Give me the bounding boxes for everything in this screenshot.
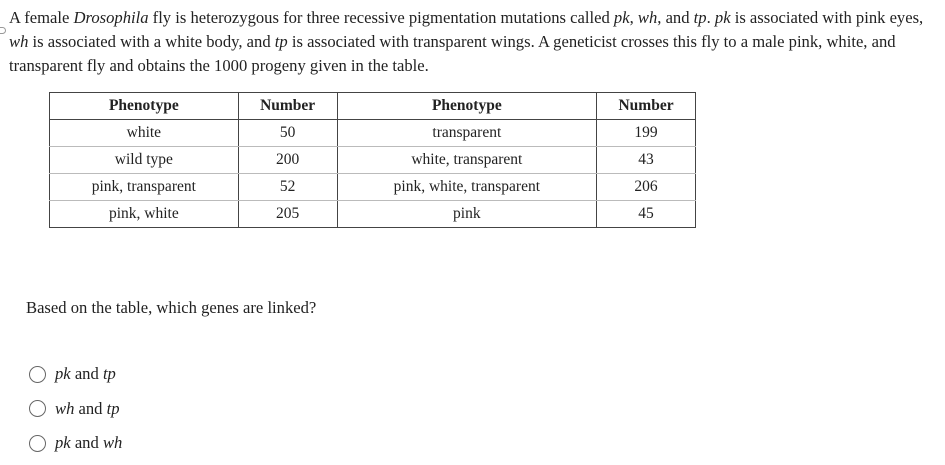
question-text-run: is associated with a white body, and (28, 32, 275, 51)
table-cell: 206 (597, 174, 696, 201)
side-marker (0, 27, 6, 34)
header-number-2: Number (597, 93, 696, 120)
header-phenotype-1: Phenotype (50, 93, 239, 120)
radio-button[interactable] (29, 400, 46, 417)
radio-button[interactable] (29, 366, 46, 383)
question-italic-term: tp (693, 8, 707, 27)
gene-b: tp (106, 398, 120, 418)
question-prompt: Based on the table, which genes are linked? (26, 298, 317, 317)
table-header-row (50, 93, 696, 120)
table-cell: 200 (238, 147, 337, 174)
progeny-table (49, 92, 696, 228)
header-number-1: Number (238, 93, 337, 120)
table-cell: pink, transparent (50, 174, 239, 201)
table-cell: 45 (597, 201, 696, 228)
question-italic-term: pk (613, 8, 630, 27)
option-pk-wh[interactable] (29, 426, 122, 461)
question-italic-term: tp (274, 32, 288, 51)
table-cell: pink, white, transparent (337, 174, 597, 201)
table-row (50, 120, 696, 147)
table-row (50, 174, 696, 201)
question-text-run: . (706, 8, 715, 27)
header-phenotype-2: Phenotype (337, 93, 597, 120)
conjunction: and (74, 398, 107, 418)
gene-b: wh (102, 433, 123, 453)
table-cell: 43 (597, 147, 696, 174)
question-text (9, 6, 939, 78)
table-cell: 205 (238, 201, 337, 228)
option-label[interactable] (55, 433, 122, 453)
gene-a: wh (55, 398, 75, 418)
question-italic-term: wh (9, 32, 29, 51)
question-italic-term: Drosophila (73, 8, 149, 27)
question-text-run: is associated with pink eyes, (730, 8, 924, 27)
question-text-run: fly is heterozygous for three recessive pigmentation mutations called (148, 8, 614, 27)
option-wh-tp[interactable] (29, 392, 122, 427)
option-label[interactable] (55, 364, 116, 384)
question-italic-term: pk (714, 8, 731, 27)
table-row (50, 201, 696, 228)
table-cell: 199 (597, 120, 696, 147)
question-text-run: , and (657, 8, 694, 27)
table-cell: 50 (238, 120, 337, 147)
table-cell: pink, white (50, 201, 239, 228)
option-label[interactable] (55, 399, 120, 419)
question-italic-term: wh (637, 8, 658, 27)
conjunction: and (70, 433, 103, 453)
question-text-run: , (629, 8, 638, 27)
question-text-run: is associated with transparent wings. A geneticist crosses this fly to a male pink, white, and transparent fly and obtains the 1000 progeny given in the table. (9, 32, 896, 75)
option-pk-tp[interactable] (29, 357, 122, 392)
conjunction: and (70, 364, 103, 384)
gene-b: tp (102, 364, 116, 384)
question-text-run: A female (9, 8, 74, 27)
table-cell: 52 (238, 174, 337, 201)
table-cell: white (50, 120, 239, 147)
table-cell: white, transparent (337, 147, 597, 174)
table-cell: wild type (50, 147, 239, 174)
table-cell: transparent (337, 120, 597, 147)
gene-a: pk (55, 433, 71, 453)
gene-a: pk (55, 364, 71, 384)
table-cell: pink (337, 201, 597, 228)
radio-button[interactable] (29, 435, 46, 452)
table-row (50, 147, 696, 174)
answer-options (29, 357, 122, 461)
